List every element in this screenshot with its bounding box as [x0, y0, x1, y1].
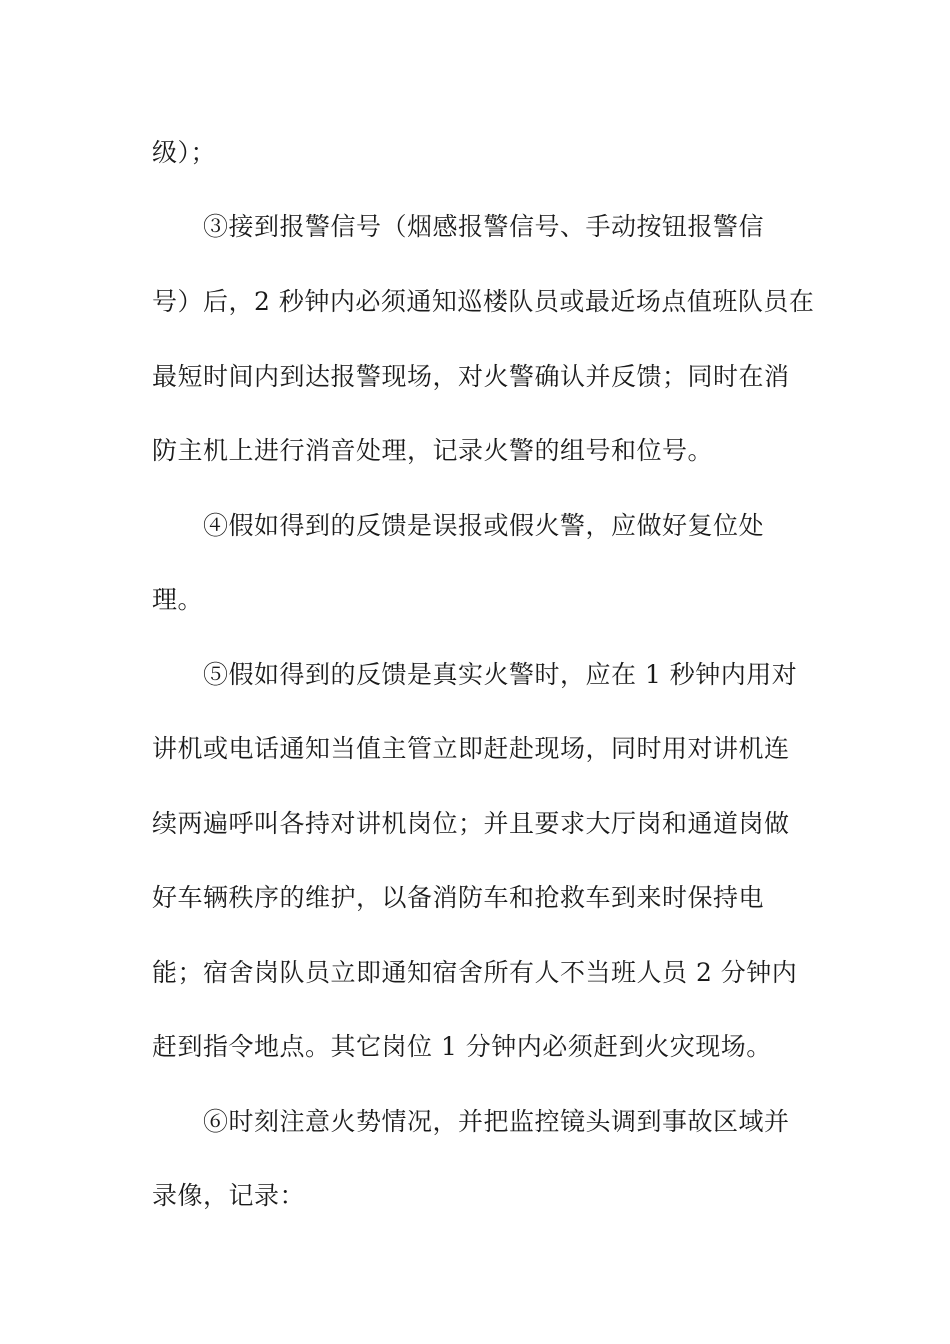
text-line-2: ③接到报警信号（烟感报警信号、手动按钮报警信: [203, 212, 765, 241]
text-line-15: 录像，记录：: [152, 1181, 306, 1210]
text-line-5: 防主机上进行消音处理，记录火警的组号和位号。: [152, 436, 714, 465]
text-line-13: 赶到指令地点。其它岗位 1 分钟内必须赶到火灾现场。: [152, 1032, 772, 1061]
text-line-11: 好车辆秩序的维护，以备消防车和抢救车到来时保持电: [152, 883, 765, 912]
text-line-12: 能；宿舍岗队员立即通知宿舍所有人不当班人员 2 分钟内: [152, 958, 798, 987]
text-line-3: 号）后，2 秒钟内必须通知巡楼队员或最近场点值班队员在: [152, 287, 815, 316]
text-line-1: 级）；: [152, 138, 217, 167]
text-line-14: ⑥时刻注意火势情况，并把监控镜头调到事故区域并: [203, 1107, 790, 1136]
text-line-9: 讲机或电话通知当值主管立即赶赴现场，同时用对讲机连: [152, 734, 790, 763]
text-line-7: 理。: [152, 585, 204, 614]
text-line-8: ⑤假如得到的反馈是真实火警时，应在 1 秒钟内用对: [203, 660, 798, 689]
text-line-6: ④假如得到的反馈是误报或假火警，应做好复位处: [203, 511, 765, 540]
text-line-10: 续两遍呼叫各持对讲机岗位；并且要求大厅岗和通道岗做: [152, 809, 790, 838]
text-line-4: 最短时间内到达报警现场，对火警确认并反馈；同时在消: [152, 362, 790, 391]
